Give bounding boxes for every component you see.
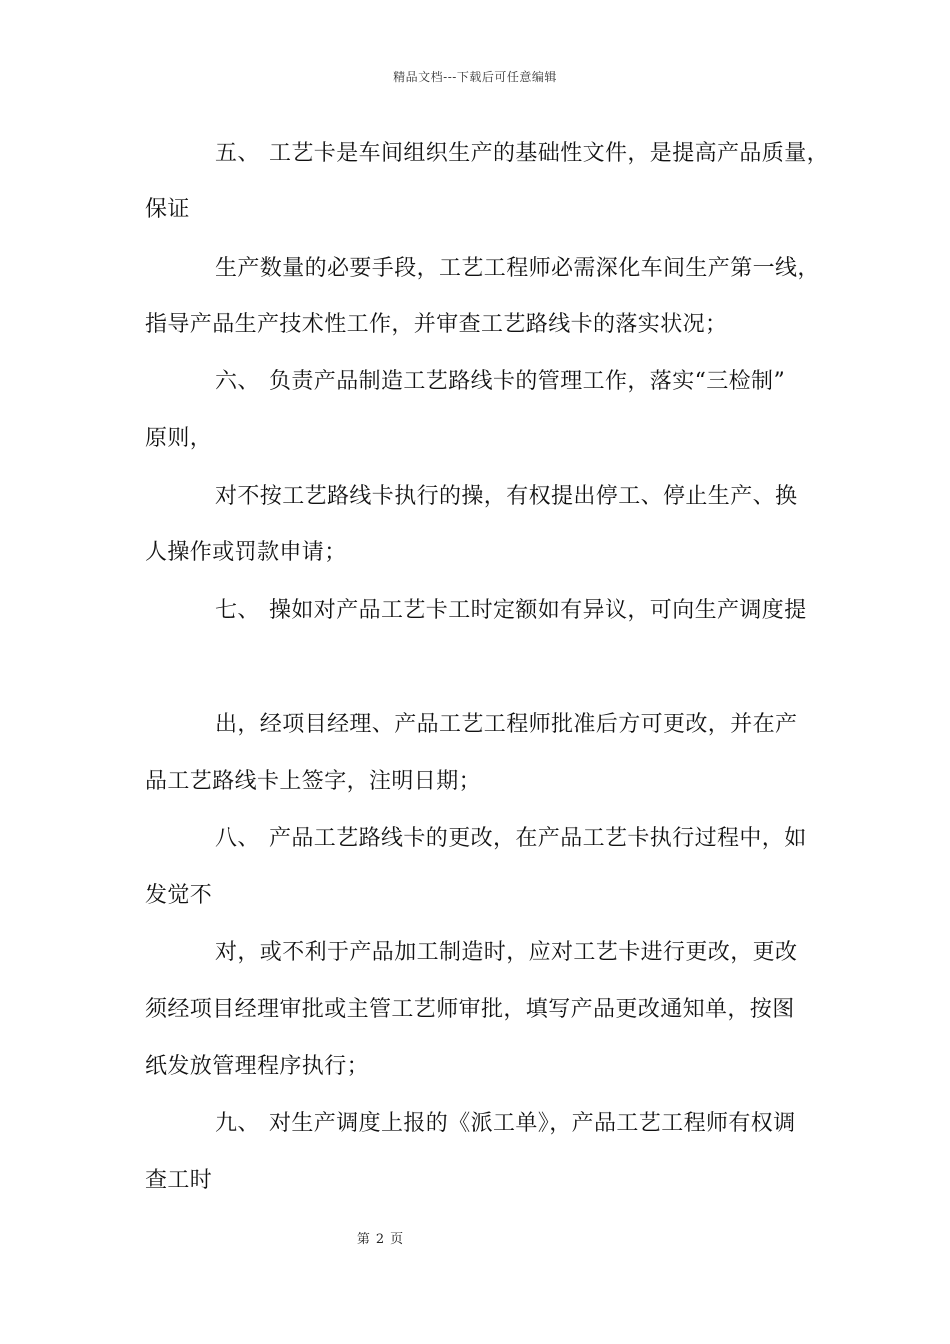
line-text: 负责产品制造工艺路线卡的管理工作，落实“三检制” (269, 369, 786, 394)
paragraph-line (215, 824, 807, 854)
page-number: 2 (375, 1232, 385, 1247)
paragraph-line: 人操作或罚款申请； (145, 540, 347, 565)
paragraph-line: 品工艺路线卡上签字，注明日期； (145, 769, 482, 794)
paragraph-line: 保证 (145, 197, 190, 222)
paragraph-line: 指导产品生产技术性工作，并审查工艺路线卡的落实状况； (145, 312, 728, 337)
line-text: 对生产调度上报的《派工单》，产品工艺工程师有权调 (269, 1111, 796, 1136)
paragraph-line: 查工时 (145, 1168, 213, 1193)
section-number: 八、 (215, 826, 260, 851)
page-footer (0, 1228, 760, 1247)
section-number: 七、 (215, 598, 260, 623)
paragraph-line (215, 596, 807, 626)
paragraph-line: 出，经项目经理、产品工艺工程师批准后方可更改，并在产 (215, 712, 798, 737)
paragraph-line: 原则， (145, 426, 213, 451)
paragraph-line: 纸发放管理程序执行； (145, 1054, 370, 1079)
paragraph-line: 对不按工艺路线卡执行的操，有权提出停工、停止生产、换 (215, 484, 798, 509)
paragraph-line (215, 367, 785, 397)
paragraph-line: 发觉不 (145, 883, 213, 908)
section-number: 六、 (215, 369, 260, 394)
paragraph-line: 生产数量的必要手段，工艺工程师必需深化车间生产第一线， (215, 256, 820, 281)
paragraph-line: 须经项目经理审批或主管工艺师审批，填写产品更改通知单，按图 (145, 997, 795, 1022)
paragraph-line: 对，或不利于产品加工制造时，应对工艺卡进行更改，更改 (215, 940, 798, 965)
line-text: 操如对产品工艺卡工时定额如有异议，可向生产调度提 (269, 598, 807, 623)
page-prefix: 第 (356, 1232, 370, 1247)
paragraph-line (215, 1109, 796, 1139)
line-text: 工艺卡是车间组织生产的基础性文件，是提高产品质量， (269, 141, 830, 166)
section-number: 九、 (215, 1111, 260, 1136)
paragraph-line (215, 139, 829, 169)
page-suffix: 页 (390, 1232, 404, 1247)
section-number: 五、 (215, 141, 260, 166)
page-header: 精品文档---下载后可任意编辑 (393, 70, 557, 84)
line-text: 产品工艺路线卡的更改，在产品工艺卡执行过程中，如 (269, 826, 807, 851)
